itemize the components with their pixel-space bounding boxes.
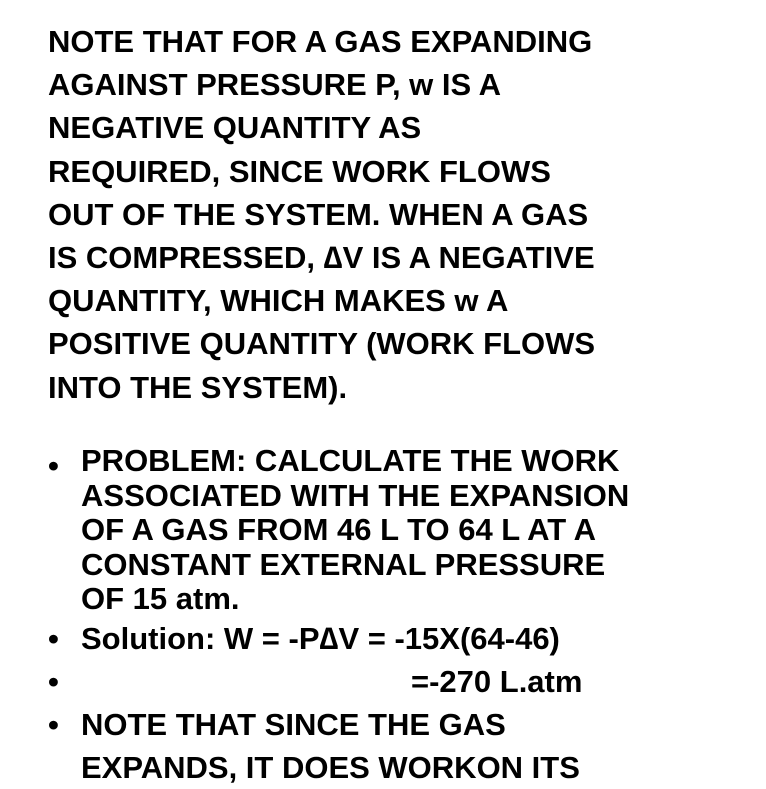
problem-line: OF A GAS FROM 46 L TO 64 L AT A bbox=[81, 512, 597, 547]
problem-line: CONSTANT EXTERNAL PRESSURE bbox=[81, 546, 606, 582]
problem-line: PROBLEM: CALCULATE THE WORK bbox=[81, 443, 620, 478]
bullet-note bbox=[0, 703, 766, 789]
problem-line: ASSOCIATED WITH THE EXPANSION bbox=[81, 477, 630, 513]
paragraph-line: AGAINST PRESSURE P, w IS A bbox=[48, 67, 502, 103]
bullet-marker: • bbox=[48, 706, 59, 742]
bullet-solution bbox=[0, 617, 766, 660]
paragraph-line: IS COMPRESSED, ∆V IS A NEGATIVE bbox=[48, 240, 595, 276]
paragraph-line: QUANTITY, WHICH MAKES w A bbox=[48, 283, 509, 319]
note-line: EXPANDS, IT DOES WORKON ITS bbox=[81, 750, 580, 786]
paragraph-line: INTO THE SYSTEM). bbox=[48, 369, 348, 405]
bullet-problem bbox=[0, 444, 766, 617]
paragraph-line: REQUIRED, SINCE WORK FLOWS bbox=[48, 153, 551, 189]
paragraph-line: POSITIVE QUANTITY (WORK FLOWS bbox=[48, 326, 596, 362]
bullet-marker: • bbox=[48, 663, 59, 699]
paragraph-line: NEGATIVE QUANTITY AS bbox=[48, 110, 422, 146]
note-line: NOTE THAT SINCE THE GAS bbox=[81, 706, 506, 742]
solution-text: Solution: W = -P∆V = -15X(64-46) bbox=[81, 620, 560, 656]
bullet-marker: • bbox=[48, 448, 59, 483]
result-text: =-270 L.atm bbox=[411, 663, 583, 699]
intro-paragraph bbox=[48, 20, 748, 409]
bullet-list bbox=[0, 444, 766, 789]
problem-line: OF 15 atm. bbox=[81, 581, 240, 616]
bullet-result bbox=[0, 660, 766, 703]
paragraph-line: OUT OF THE SYSTEM. WHEN A GAS bbox=[48, 196, 589, 232]
paragraph-line: NOTE THAT FOR A GAS EXPANDING bbox=[48, 24, 593, 59]
bullet-marker: • bbox=[48, 620, 59, 656]
